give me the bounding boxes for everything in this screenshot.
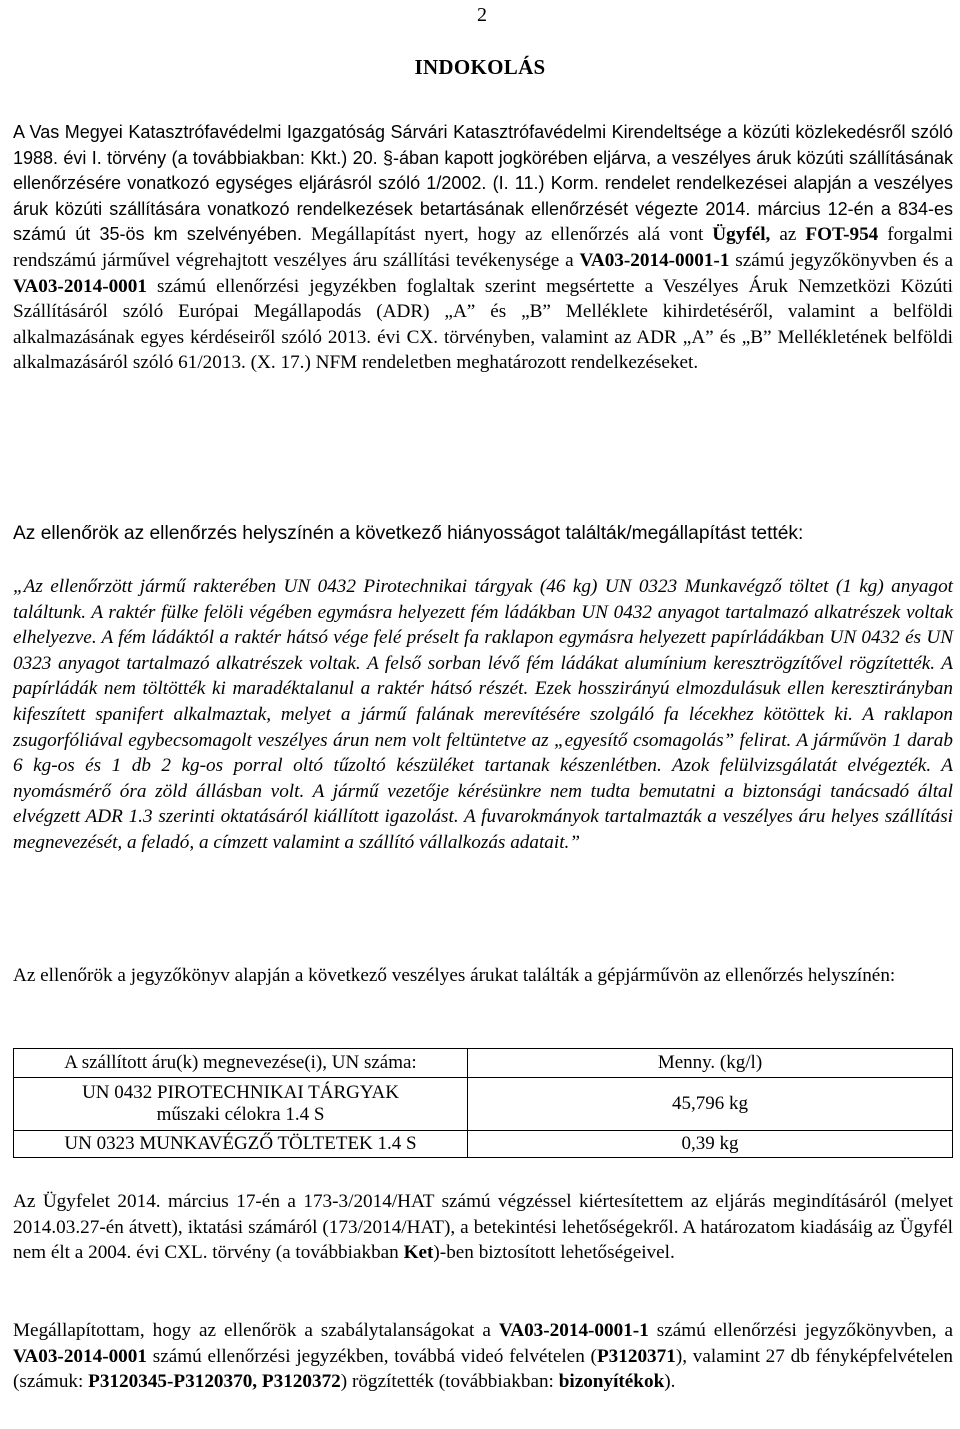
finding-quote: „Az ellenőrzött jármű rakterében UN 0432 Pirotechnikai tárgyak (46 kg) UN 0323 Munkavégző töltet (1 kg) anyagot találtunk. A raktér fülke felöli végében egymásra helyezett fém ládákban UN 0432 anyagot tartalmazó alkatrészek voltak elhelyezve. A fém ládáktól a raktér hátsó vége felé préselt fa raklapon egymásra helyezett papírládákban UN 0432 és UN 0323 anyagot tartalmazó alkatrészek voltak. A felső sorban lévő fém ládákat alumínium keresztrögzítővel rögzítették. A papírládák nem töltötték ki maradéktalanul a raktér hátsó részét. Ezek hosszirányú elmozdulásuk ellen keresztirányban kifeszített spanifert alkalmaztak, melyet a jármű falának merevítésére szolgáló fa lécekhez kötöttek ki. A raklapon zsugorfóliával egybecsomagolt veszélyes árun nem volt feltüntetve az „egyesítő csomagolás” felirat. A járművön 1 darab 6 kg-os és 1 db 2 kg-os porral oltó tűzoltó készüléket tartanak készenlétben. Azok felülvizsgálatát elvégezték. A nyomásmérő óra zöld állásban volt. A jármű vezetője kérésünkre nem tudta bemutatni a biztonsági tanácsadó által elvégzett ADR 1.3 szerinti oktatásáról kiállított igazolást. A fuvarokmányok tartalmazták a veszélyes áru helyes szállítási megnevezését, a feladó, a címzett valamint a szállító vállalkozás adatait.” <box>13 576 953 853</box>
goods-name-line2: műszaki célokra 1.4 S <box>156 1104 325 1125</box>
goods-name-cell <box>14 1078 468 1131</box>
finding-intro: Az ellenőrök az ellenőrzés helyszínén a következő hiányosságot találták/megállapítást tették: <box>13 523 804 544</box>
table-row <box>14 1131 953 1158</box>
intro-text-a: A Vas Megyei Katasztrófavédelmi Igazgatóság Sárvári Katasztrófavédelmi Kirendeltsége a közúti közlekedésről szóló 1988. évi I. törvény (a továbbiakban: Kkt.) 20. §-ában kapott jogkörében eljárva, <box>13 122 953 168</box>
notice-paragraph <box>13 1189 953 1266</box>
table-row <box>14 1078 953 1131</box>
evidence-word: bizonyítékok <box>558 1371 665 1393</box>
evidence-paragraph <box>13 1318 953 1395</box>
table-header-row <box>14 1049 953 1078</box>
intro-text-e: forgalmi rendszámú járművel végrehajtott veszélyes áru szállítási tevékenysége a <box>13 224 953 271</box>
goods-name-cell <box>14 1131 468 1158</box>
ket-abbrev: Ket <box>403 1242 434 1264</box>
client-label: Ügyfél, <box>712 224 771 246</box>
video-id: P3120371 <box>596 1345 676 1367</box>
evidence-text-b: számú ellenőrzési jegyzőkönyvben, a <box>648 1320 953 1341</box>
evidence-text-e: ) rögzítették (továbbiakban: <box>340 1371 559 1393</box>
goods-quantity: 0,39 kg <box>468 1131 953 1158</box>
goods-name-line1: UN 0432 PIROTECHNIKAI TÁRGYAK <box>82 1082 399 1103</box>
notice-text-a: Az Ügyfelet 2014. március 17-én a 173-3/2014/HAT számú végzéssel kiértesítettem az eljárás megindításáról (melyet 2014.03.27-én átvett), iktatási számáról (173/2014/HAT), a betekintési lehetőségekről. A határozatom kiadásáig az Ügyfél nem élt a 2004. évi CXL. törvény (a továbbiakban <box>13 1191 953 1264</box>
evidence-text-a: Megállapítottam, hogy az ellenőrök a szabálytalanságokat a <box>13 1320 499 1341</box>
evidence-checklist-number: VA03-2014-0001 <box>13 1345 147 1367</box>
notice-text-b: )-ben biztosított lehetőségeivel. <box>433 1242 675 1264</box>
intro-text-g: számú ellenőrzési jegyzékben foglaltak szerint megsértette a Veszélyes Áruk Nemzetközi Közúti Szállításáról szóló Európai Megállapodás (ADR) „A” és „B” Melléklete kihirdetéséről, valamint a belföldi alkalmazásának egyes kérdéseiről szóló 2013. évi CX. törvényben, valamint az ADR „A” és „B” Mellékletének belföldi alkalmazásáról szóló 61/2013. (X. 17.) NFM rendeletben meghatározott rendelkezéseket. <box>13 275 953 374</box>
page-number: 2 <box>477 4 487 26</box>
goods-intro: Az ellenőrök a jegyzőkönyv alapján a következő veszélyes árukat találták a gépjárművön az ellenőrzés helyszínén: <box>13 965 896 986</box>
vehicle-plate: FOT-954 <box>805 224 879 246</box>
intro-text-c: Megállapítást nyert, hogy az ellenőrzés alá vont <box>301 224 713 246</box>
intro-paragraph <box>13 120 953 376</box>
intro-text-d: az <box>770 224 806 246</box>
intro-text-b: a veszélyes áruk közúti szállításának ellenőrzésére vonatkozó egységes eljárásról szóló 1/2002. (I. 11.) Korm. rendelet rendelkezései alapján a veszélyes áruk közúti szállítására vonatkozó rendelkezések betartásának ellenőrzését végezte 2014. március 12-én a 834-es számú út 35-ös km szelvényében. <box>13 147 954 245</box>
evidence-protocol-number: VA03-2014-0001-1 <box>498 1320 649 1341</box>
photo-range: P3120345-P3120370, P3120372 <box>88 1371 341 1393</box>
header-quantity: Menny. (kg/l) <box>468 1049 953 1078</box>
header-goods-name: A szállított áru(k) megnevezése(i), UN száma: <box>14 1049 468 1078</box>
protocol-number: VA03-2014-0001-1 <box>579 249 730 271</box>
evidence-text-f: ). <box>664 1371 676 1393</box>
goods-table <box>13 1048 953 1158</box>
intro-text-f: számú jegyzőkönyvben és a <box>729 249 954 271</box>
evidence-text-d: ), valamint 27 db fényképfelvételen (számuk: <box>13 1345 953 1393</box>
checklist-number: VA03-2014-0001 <box>13 275 147 297</box>
evidence-text-c: számú ellenőrzési jegyzékben, továbbá videó felvételen ( <box>146 1345 597 1367</box>
document-title: INDOKOLÁS <box>414 55 546 79</box>
goods-name-line1: UN 0323 MUNKAVÉGZŐ TÖLTETEK 1.4 S <box>64 1133 417 1154</box>
goods-quantity: 45,796 kg <box>468 1078 953 1131</box>
